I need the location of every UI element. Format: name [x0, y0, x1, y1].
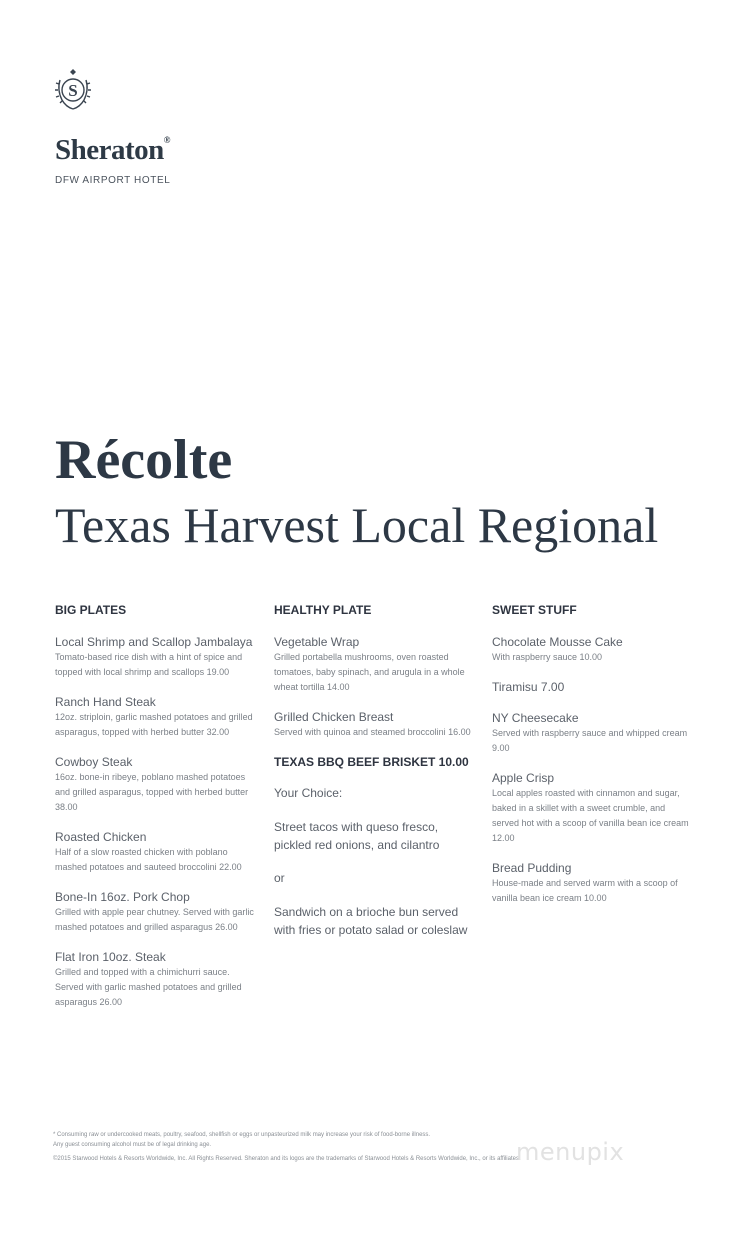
- sweet-stuff-section: [492, 603, 692, 921]
- item-name: Chocolate Mousse Cake: [492, 635, 623, 649]
- menupix-watermark: menupix: [516, 1138, 625, 1166]
- item-description: Grilled and topped with a chimichurri sauce. Served with garlic mashed potatoes and grilled asparagus 26.00: [55, 967, 242, 1007]
- item-name: Cowboy Steak: [55, 755, 133, 769]
- item-description: Local apples roasted with cinnamon and sugar, baked in a skillet with a sweet crumble, and served hot with a scoop of vanilla bean ice cream 12.00: [492, 788, 689, 843]
- menu-subtitle: Texas Harvest Local Regional: [55, 497, 659, 553]
- item-name: Vegetable Wrap: [274, 635, 360, 649]
- choice-label: Your Choice:: [274, 786, 343, 800]
- item-description: Served with quinoa and steamed broccolini 16.00: [274, 727, 471, 737]
- menu-item: [274, 710, 474, 740]
- section-title: BIG PLATES: [55, 603, 127, 617]
- item-name: Bread Pudding: [492, 861, 572, 875]
- item-name: Ranch Hand Steak: [55, 695, 156, 709]
- menu-item: [492, 680, 692, 695]
- menu-item: [55, 635, 260, 680]
- item-description: Served with raspberry sauce and whipped cream 9.00: [492, 728, 688, 753]
- menu-item: [55, 890, 260, 935]
- item-description: House-made and served warm with a scoop of vanilla bean ice cream 10.00: [492, 878, 678, 903]
- brand-name: Sheraton®: [55, 134, 171, 166]
- item-description: Grilled with apple pear chutney. Served with garlic mashed potatoes and grilled asparagus 26.00: [55, 907, 254, 932]
- choice-option: Sandwich on a brioche bun served with fries or potato salad or coleslaw: [274, 905, 468, 937]
- item-description: 12oz. striploin, garlic mashed potatoes and grilled asparagus, topped with herbed butter 32.00: [55, 712, 253, 737]
- item-name: Bone-In 16oz. Pork Chop: [55, 890, 190, 904]
- menu-item: [274, 635, 474, 695]
- menu-item: [492, 771, 692, 846]
- food-safety-notice: * Consuming raw or undercooked meats, poultry, seafood, shellfish or eggs or unpasteurized milk may increase your risk of food-borne illness.: [53, 1132, 431, 1138]
- big-plates-section: [55, 603, 260, 1025]
- item-name: Roasted Chicken: [55, 830, 147, 844]
- svg-text:S: S: [68, 81, 78, 100]
- item-description: Tomato-based rice dish with a hint of spice and topped with local shrimp and scallops 19.00: [55, 652, 243, 677]
- item-name: NY Cheesecake: [492, 711, 579, 725]
- item-description: 16oz. bone-in ribeye, poblano mashed potatoes and grilled asparagus, topped with herbed butter 38.00: [55, 772, 249, 812]
- menu-title: Récolte: [55, 429, 233, 491]
- item-name: Grilled Chicken Breast: [274, 710, 394, 724]
- section-title: HEALTHY PLATE: [274, 603, 372, 617]
- menu-item: [55, 755, 260, 815]
- item-description: Grilled portabella mushrooms, oven roasted tomatoes, baby spinach, and arugula in a whole wheat tortilla 14.00: [274, 652, 465, 692]
- item-description: With raspberry sauce 10.00: [492, 652, 603, 662]
- choice-or: or: [274, 871, 285, 885]
- healthy-plate-section: [274, 603, 474, 956]
- item-name: Tiramisu 7.00: [492, 680, 565, 694]
- item-name: Flat Iron 10oz. Steak: [55, 950, 166, 964]
- menu-item: [492, 711, 692, 756]
- item-name: Local Shrimp and Scallop Jambalaya: [55, 635, 253, 649]
- choice-option: Street tacos with queso fresco, pickled red onions, and cilantro: [274, 820, 440, 852]
- menu-item: [55, 950, 260, 1010]
- menu-item: [492, 635, 692, 665]
- item-name: Apple Crisp: [492, 771, 555, 785]
- brand-subtitle: DFW AIRPORT HOTEL: [55, 175, 171, 186]
- alcohol-notice: Any guest consuming alcohol must be of legal drinking age.: [53, 1142, 212, 1148]
- menu-item: [492, 861, 692, 906]
- brisket-section-title: TEXAS BBQ BEEF BRISKET 10.00: [274, 755, 469, 769]
- menu-item: [55, 695, 260, 740]
- item-description: Half of a slow roasted chicken with poblano mashed potatoes and sauteed broccolini 22.00: [55, 847, 242, 872]
- section-title: SWEET STUFF: [492, 603, 577, 617]
- menu-item: [55, 830, 260, 875]
- copyright-text: ©2015 Starwood Hotels & Resorts Worldwide, Inc. All Rights Reserved. Sheraton and its logos are the trademarks of Starwood Hotels & Resorts Worldwide, Inc., or its affiliates.: [53, 1156, 521, 1162]
- sheraton-s-laurel-icon: [54, 68, 92, 114]
